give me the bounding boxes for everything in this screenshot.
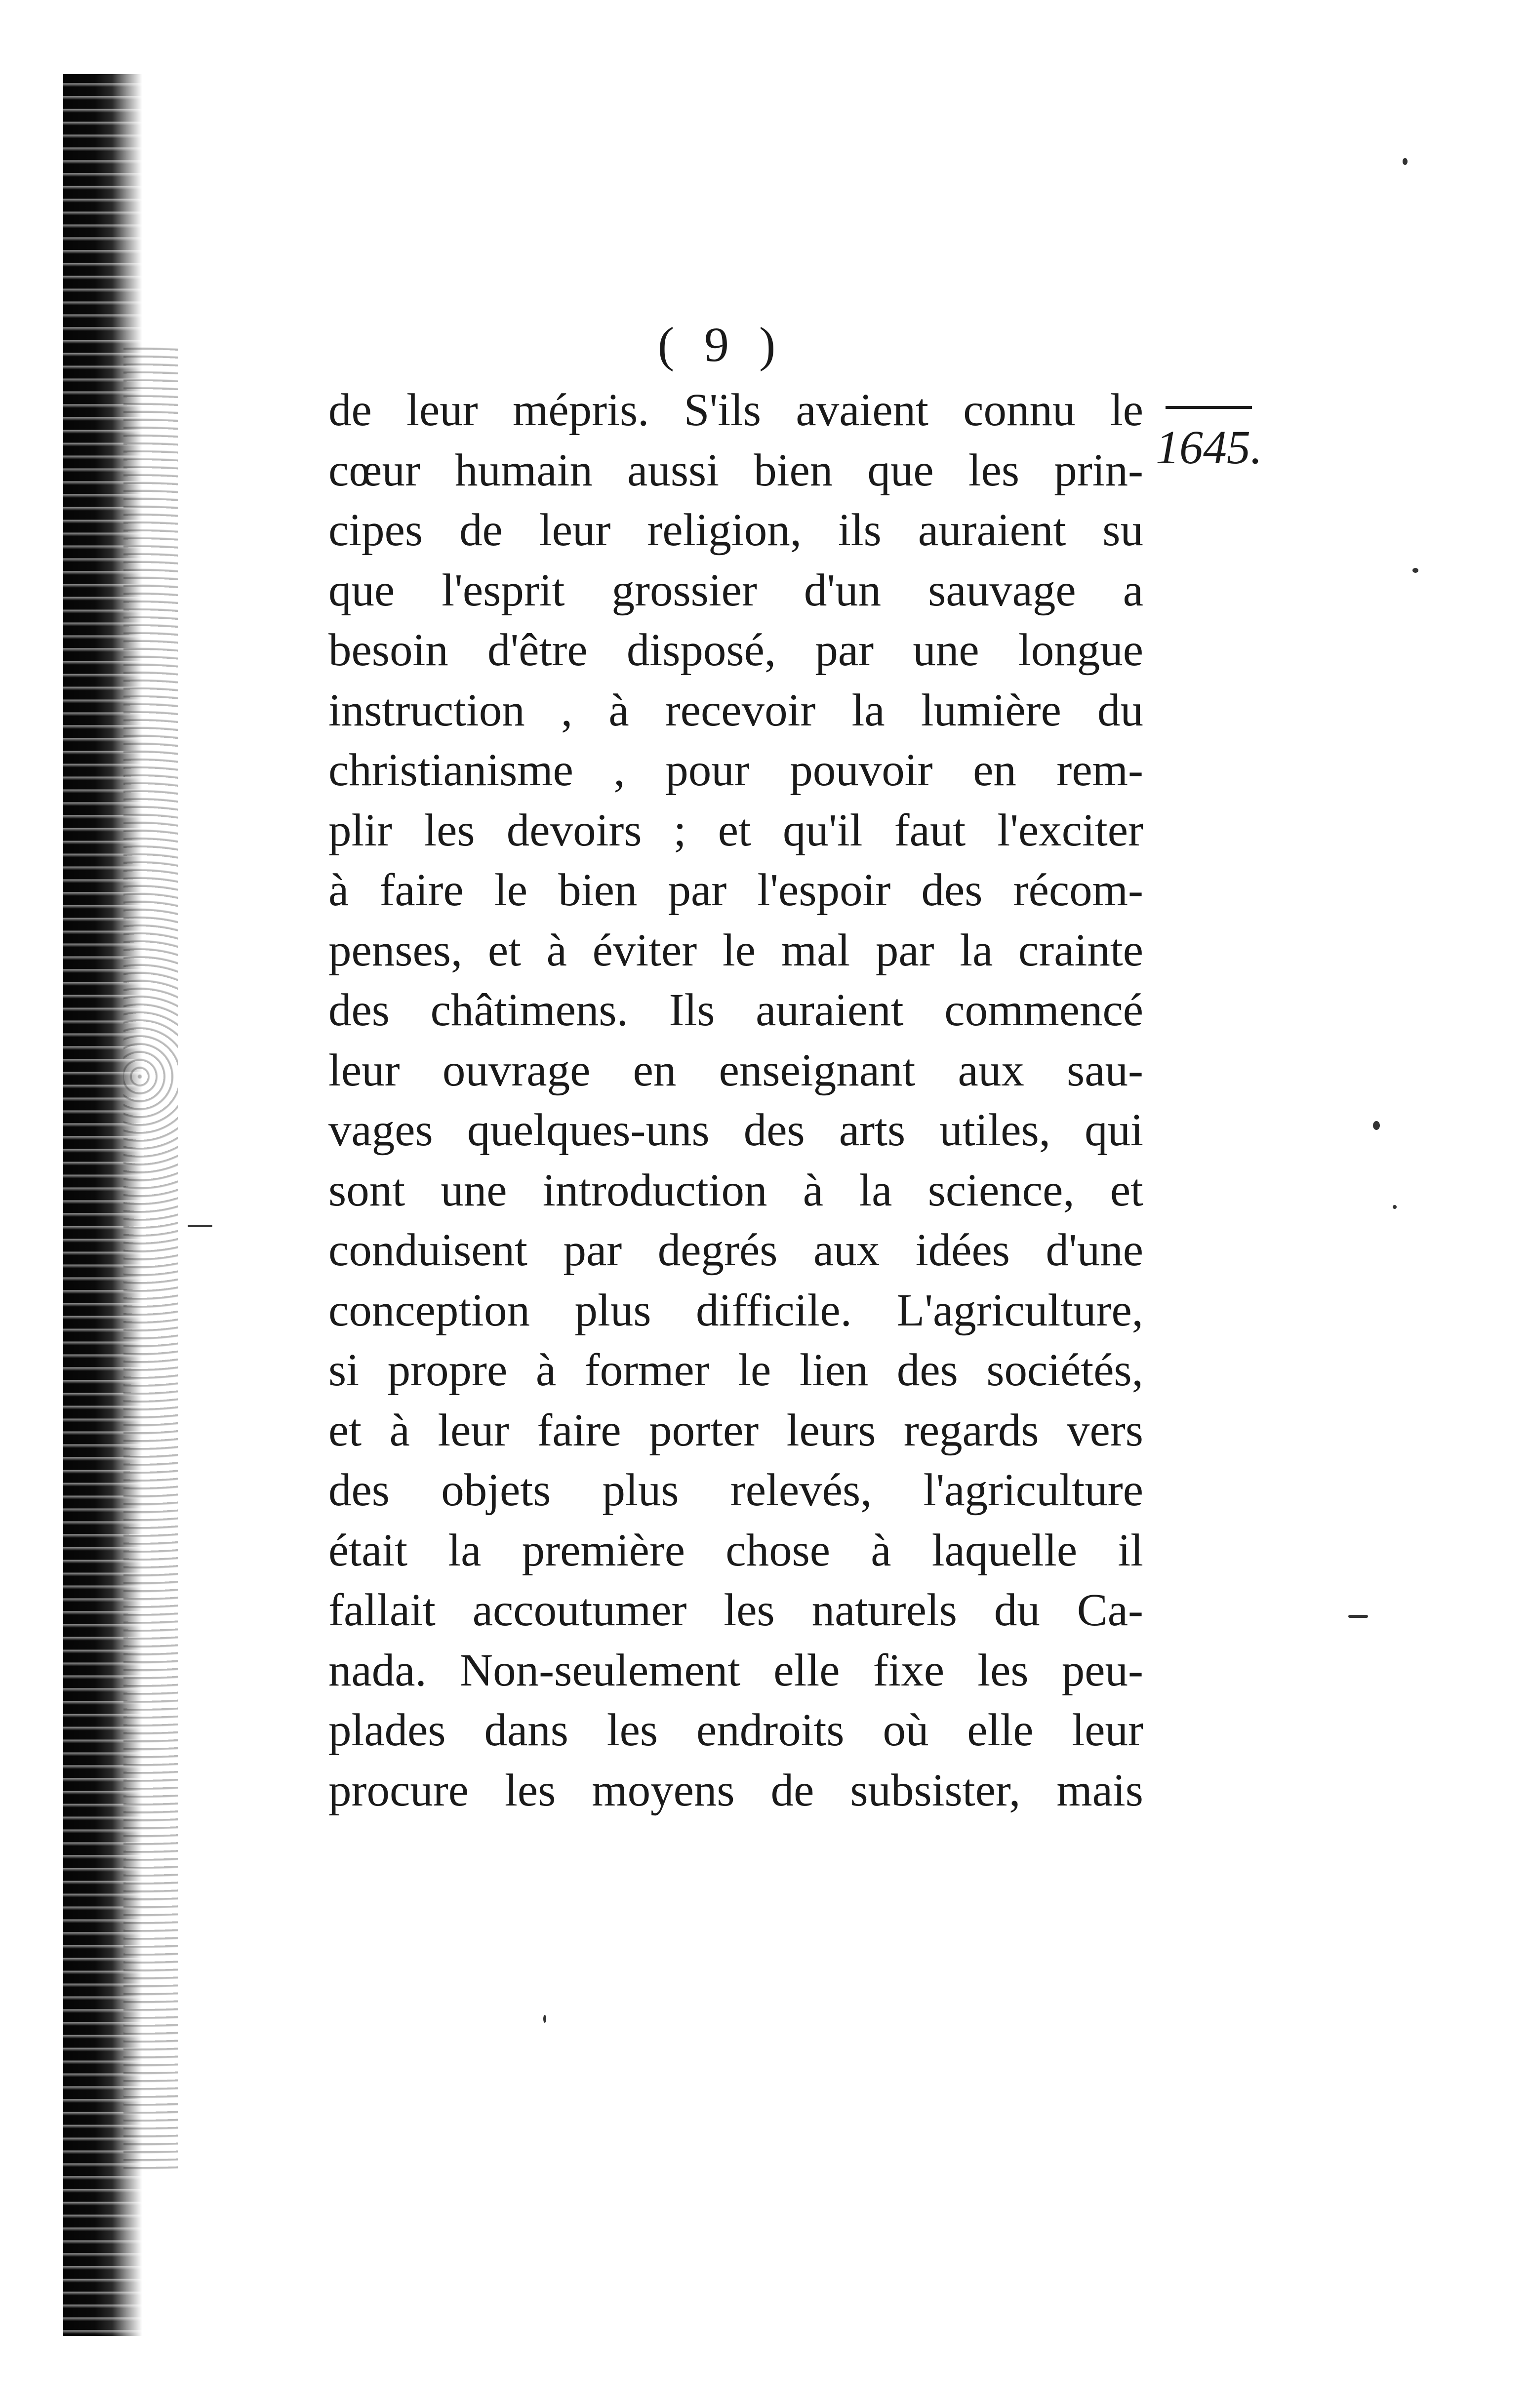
text-line: leur ouvrage en enseignant aux sau- xyxy=(328,1044,1143,1096)
text-line: des objets plus relevés, l'agriculture xyxy=(328,1465,1143,1516)
text-line: vages quelques-uns des arts utiles, qui xyxy=(328,1105,1143,1156)
text-line: instruction , à recevoir la lumière du xyxy=(328,684,1143,736)
body-text xyxy=(328,380,1143,1820)
text-line: christianisme , pour pouvoir en rem- xyxy=(328,745,1143,796)
text-line: cœur humain aussi bien que les prin- xyxy=(328,444,1143,496)
text-line: des châtimens. Ils auraient commencé xyxy=(328,985,1143,1036)
margin-date: 1645. xyxy=(1156,421,1262,474)
text-line: nada. Non-seulement elle fixe les peu- xyxy=(328,1645,1143,1696)
text-line: procure les moyens de subsister, mais xyxy=(328,1765,1143,1816)
text-line: fallait accoutumer les naturels du Ca- xyxy=(328,1585,1143,1636)
text-line: de leur mépris. S'ils avaient connu le xyxy=(328,385,1143,436)
text-line: conduisent par degrés aux idées d'une xyxy=(328,1225,1143,1276)
scan-speck xyxy=(1348,1615,1368,1618)
text-line: et à leur faire porter leurs regards vers xyxy=(328,1405,1143,1456)
scan-speck xyxy=(1403,158,1408,165)
binding-speckle xyxy=(123,346,178,2173)
text-line: était la première chose à laquelle il xyxy=(328,1525,1143,1576)
text-line: à faire le bien par l'espoir des récom- xyxy=(328,865,1143,916)
margin-rule xyxy=(1166,406,1252,409)
scan-speck xyxy=(1373,1121,1380,1130)
scan-speck xyxy=(543,2015,546,2023)
text-line: besoin d'être disposé, par une longue xyxy=(328,625,1143,676)
text-line: sont une introduction à la science, et xyxy=(328,1164,1143,1216)
text-line: si propre à former le lien des sociétés, xyxy=(328,1345,1143,1396)
scan-speck xyxy=(1412,568,1418,573)
scan-speck xyxy=(1393,1205,1397,1209)
scan-speck xyxy=(188,1225,212,1227)
text-line: penses, et à éviter le mal par la crainte xyxy=(328,924,1143,976)
page-number: ( 9 ) xyxy=(657,317,785,372)
text-line: plir les devoirs ; et qu'il faut l'exciter xyxy=(328,804,1143,856)
text-line: plades dans les endroits où elle leur xyxy=(328,1705,1143,1756)
text-line: cipes de leur religion, ils auraient su xyxy=(328,505,1143,556)
text-line: conception plus difficile. L'agriculture, xyxy=(328,1284,1143,1336)
text-line: que l'esprit grossier d'un sauvage a xyxy=(328,564,1143,616)
